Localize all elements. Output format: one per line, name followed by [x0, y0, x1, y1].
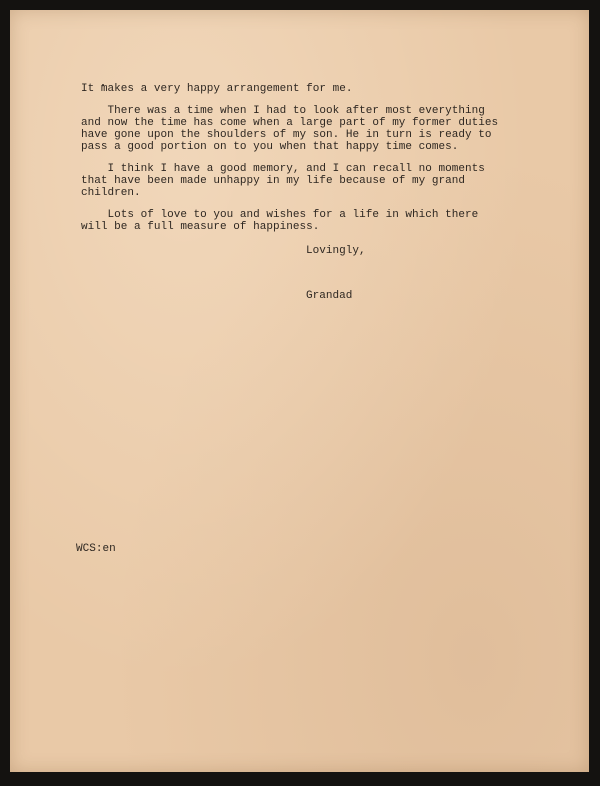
paragraph-3-line-3: children.	[81, 187, 141, 199]
signature: Grandad	[306, 290, 353, 302]
reference-initials: WCS:en	[76, 543, 116, 555]
paragraph-3-line-2: that have been made unhappy in my life because of my grand	[81, 175, 466, 187]
paragraph-2-line-4: pass a good portion on to you when that happy time comes.	[81, 141, 459, 153]
paragraph-4-line-1: Lots of love to you and wishes for a life in which there	[81, 209, 479, 221]
paragraph-4-line-2: will be a full measure of happiness.	[81, 221, 320, 233]
paragraph-3-line-1: I think I have a good memory, and I can recall no moments	[81, 163, 485, 175]
paragraph-2-line-3: have gone upon the shoulders of my son. He in turn is ready to	[81, 129, 492, 141]
closing: Lovingly,	[306, 245, 366, 257]
opening-line: It makes a very happy arrangement for me.	[81, 83, 353, 95]
letter-page	[10, 10, 589, 772]
paragraph-2-line-2: and now the time has come when a large part of my former duties	[81, 117, 499, 129]
paragraph-2-line-1: There was a time when I had to look after most everything	[81, 105, 485, 117]
